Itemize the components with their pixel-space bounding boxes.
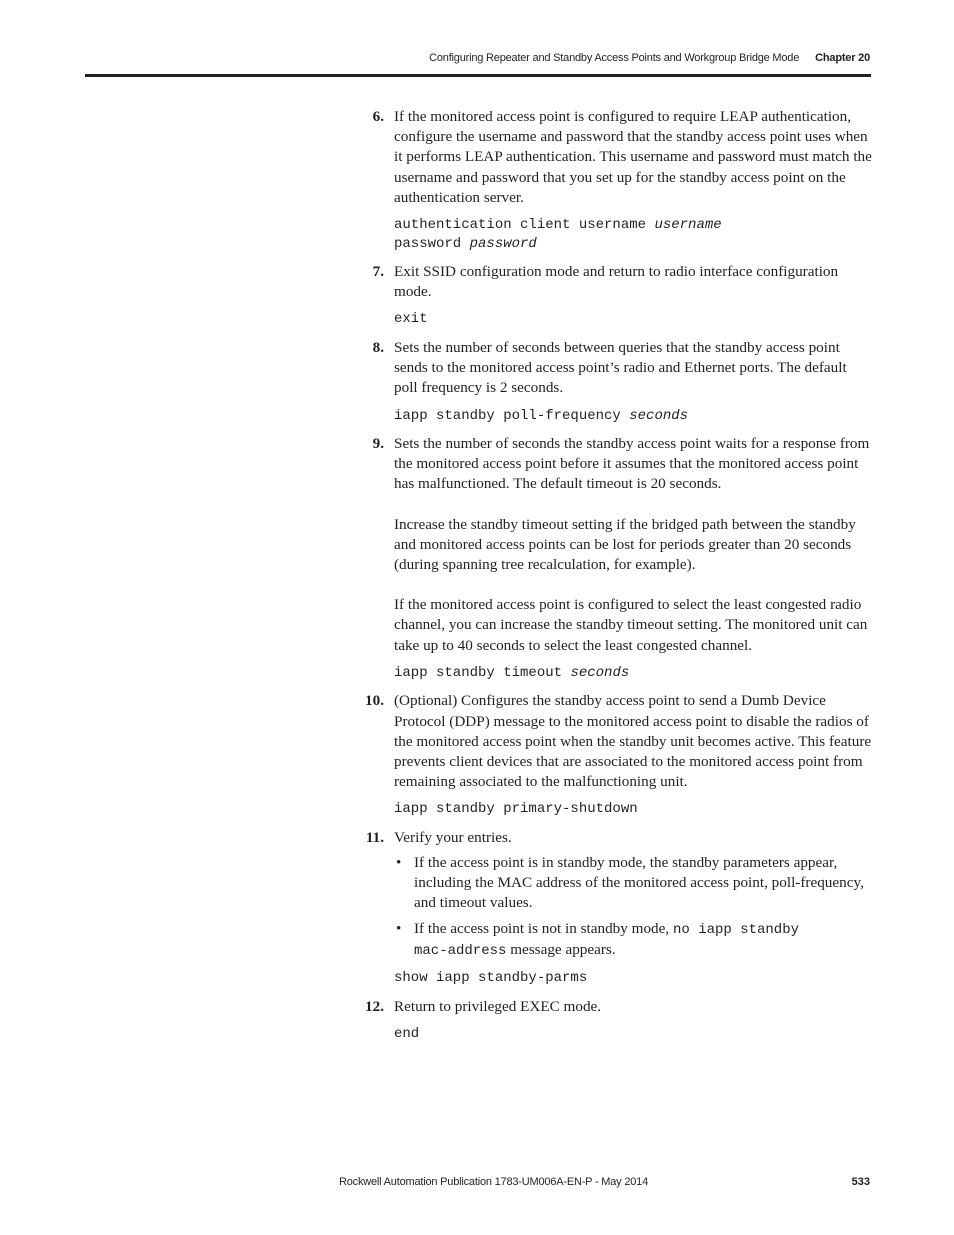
code-block [358,310,873,329]
bullet-text: If the access point is not in standby mode, [414,919,673,937]
step-10 [358,691,873,792]
code-command: password [394,235,470,252]
code-command: iapp standby poll-frequency [394,407,630,424]
code-argument: username [654,217,722,234]
code-command: end [394,1025,420,1042]
bullet-item [394,919,873,961]
code-command: iapp standby primary-shutdown [394,801,638,818]
step-text: If the monitored access point is configured to require LEAP authentication, configure the username and password that the standby access point uses when it performs LEAP authentication. This username and password must match the username and password that you set up for the standby access point on the authentication server. [394,108,872,206]
bullet-text: message appears. [506,940,616,958]
code-command: exit [394,311,428,328]
bullet-item [394,853,873,914]
step-number: 6. [372,108,384,125]
step-number: 10. [365,692,384,710]
inline-code: no iapp standby [672,921,800,938]
publication-info: Rockwell Automation Publication 1783-UM006A-EN-P - May 2014 [339,1176,648,1188]
step-number: 8. [372,338,384,356]
step-11 [358,828,873,961]
step-text: Sets the number of seconds between queries that the standby access point sends to the monitored access point’s radio and Ethernet ports. The default poll frequency is 2 seconds. [394,338,847,397]
bullet-text: If the access point is in standby mode, the standby parameters appear, including the MAC address of the monitored access point, poll-frequency, and timeout values. [414,854,864,912]
step-9 [358,434,873,656]
step-paragraph: If the monitored access point is configured to select the least congested radio channel, you can increase the standby timeout setting. The monitored unit can take up to 40 seconds to select the least congested channel. [394,596,868,654]
step-7 [358,262,873,302]
step-text: (Optional) Configures the standby access point to send a Dumb Device Protocol (DDP) message to the monitored access point to disable the radios of the monitored access point when the standby unit becomes active. This feature prevents client devices that are associated to the monitored access point from remaining associated to the malfunctioning unit. [394,692,872,791]
bullet-list [394,853,873,961]
header-rule [85,74,871,77]
step-6 [358,107,873,208]
code-block [358,1025,873,1044]
step-text: Exit SSID configuration mode and return to radio interface configuration mode. [394,263,839,301]
page-body [358,107,873,1052]
page-footer [0,1176,954,1196]
code-block [358,216,873,253]
header-title: Configuring Repeater and Standby Access Points and Workgroup Bridge Mode [429,52,800,64]
step-8 [358,338,873,399]
step-text: Verify your entries. [394,828,512,846]
step-12 [358,997,873,1017]
code-command: show iapp standby-parms [394,970,588,987]
code-argument: seconds [629,407,689,424]
step-number: 12. [365,997,384,1015]
code-command: iapp standby timeout [394,664,571,681]
inline-code: mac-address [414,942,507,959]
bullet-dot: • [396,919,402,937]
step-number: 11. [365,828,384,846]
step-number: 9. [372,435,384,453]
header-chapter: Chapter 20 [815,52,870,64]
code-argument: password [469,235,537,252]
code-block [358,664,873,683]
page-header [0,0,954,80]
code-argument: seconds [570,664,630,681]
step-paragraph: Increase the standby timeout setting if the bridged path between the standby and monitored access points can be lost for periods greater than 20 seconds (during spanning tree recalculation, for example). [394,515,856,574]
code-block [358,407,873,426]
running-header [429,52,870,64]
bullet-dot: • [396,854,402,872]
step-number: 7. [372,263,384,281]
step-paragraph: Sets the number of seconds the standby access point waits for a response from the monitored access point before it assumes that the monitored access point has malfunctioned. The default timeout is 20 seconds. [394,435,870,493]
code-command: authentication client username [394,217,655,234]
code-block [358,969,873,988]
step-text: Return to privileged EXEC mode. [394,997,602,1015]
page-number: 533 [851,1176,870,1188]
code-block [358,800,873,819]
